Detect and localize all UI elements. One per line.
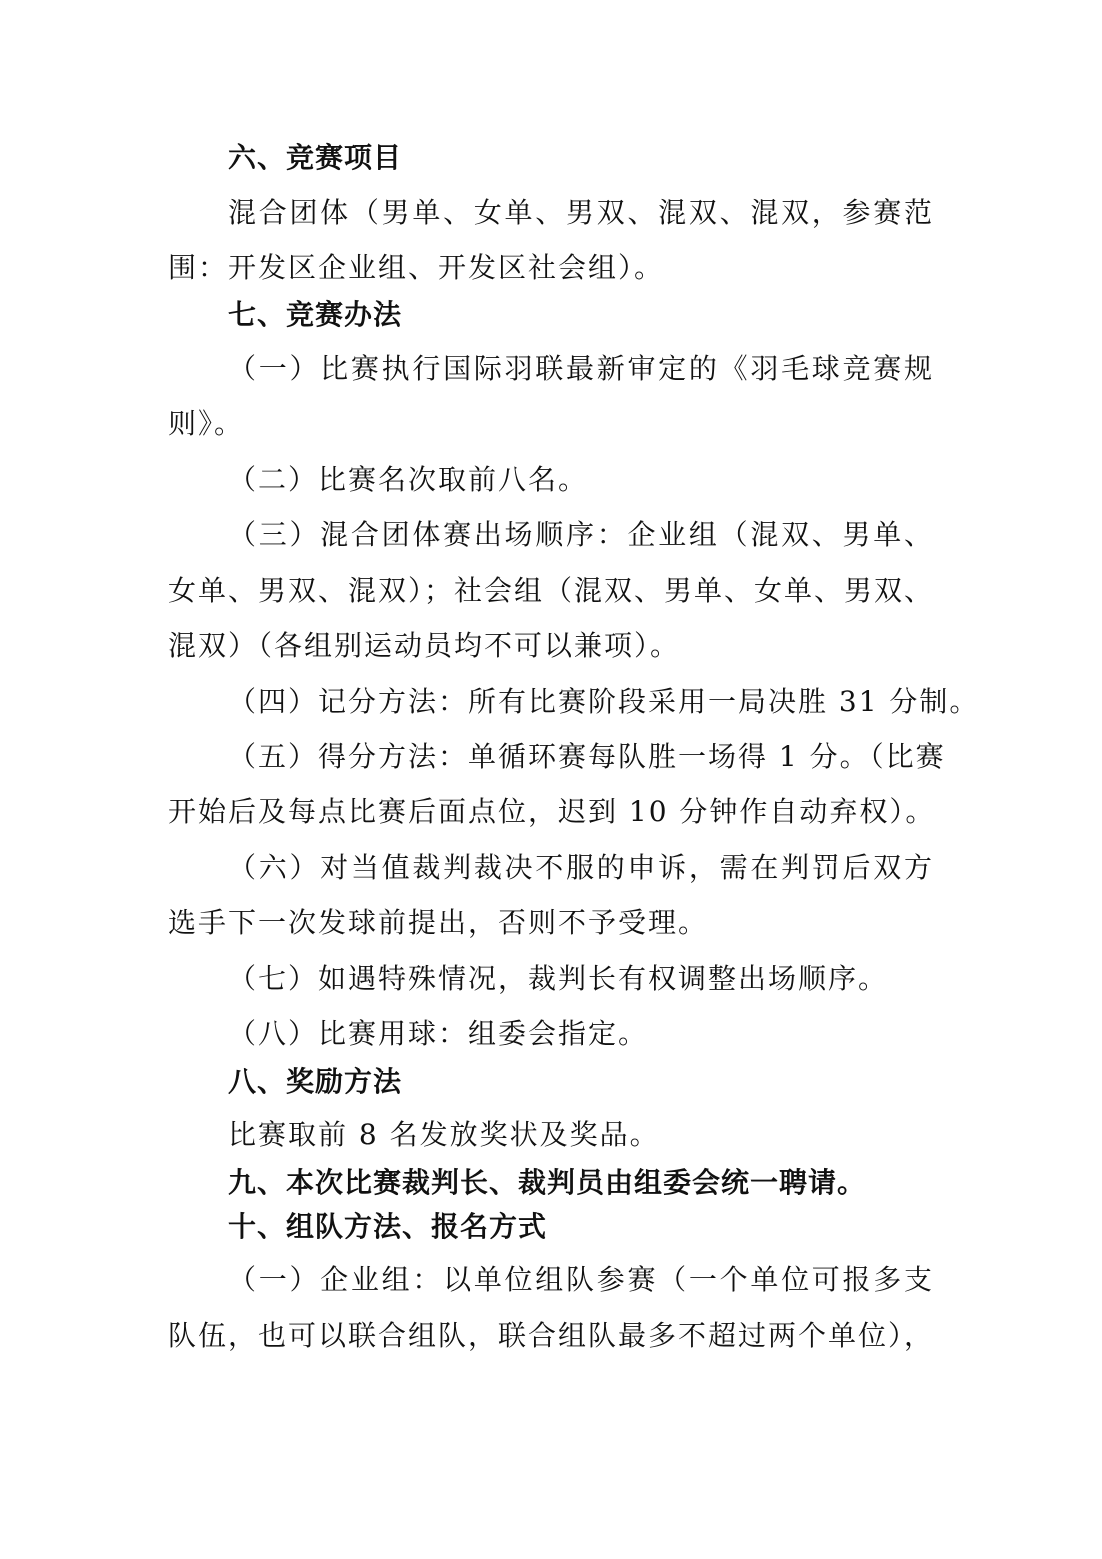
paragraph-line: 开始后及每点比赛后面点位，迟到 10 分钟作自动弃权）。 xyxy=(168,795,936,828)
paragraph-line: 混合团体（男单、女单、男双、混双、混双，参赛范 xyxy=(228,196,934,229)
paragraph-line: 队伍，也可以联合组队，联合组队最多不超过两个单位）， xyxy=(168,1319,935,1352)
paragraph-line: （六）对当值裁判裁决不服的申诉，需在判罚后双方 xyxy=(228,851,934,884)
paragraph-line: （一）比赛执行国际羽联最新审定的《羽毛球竞赛规 xyxy=(228,352,934,385)
section-heading-referees: 九、本次比赛裁判长、裁判员由组委会统一聘请。 xyxy=(228,1166,867,1199)
paragraph-line: （八）比赛用球：组委会指定。 xyxy=(228,1017,649,1050)
paragraph-line: （七）如遇特殊情况，裁判长有权调整出场顺序。 xyxy=(228,962,889,995)
section-heading-competition-events: 六、竞赛项目 xyxy=(228,141,403,174)
section-heading-awards: 八、奖励方法 xyxy=(228,1065,403,1098)
paragraph-line: （一）企业组：以单位组队参赛（一个单位可报多支 xyxy=(228,1263,934,1296)
paragraph-line: （四）记分方法：所有比赛阶段采用一局决胜 31 分制。 xyxy=(228,685,980,718)
paragraph-line: 选手下一次发球前提出，否则不予受理。 xyxy=(168,906,709,939)
section-heading-competition-rules: 七、竞赛办法 xyxy=(228,298,403,331)
paragraph-line: （二）比赛名次取前八名。 xyxy=(228,463,589,496)
paragraph-line: 比赛取前 8 名发放奖状及奖品。 xyxy=(228,1118,660,1151)
paragraph-line: （三）混合团体赛出场顺序：企业组（混双、男单、 xyxy=(228,518,934,551)
section-heading-team-registration: 十、组队方法、报名方式 xyxy=(228,1210,548,1243)
paragraph-line: 女单、男双、混双）；社会组（混双、男单、女单、男双、 xyxy=(168,574,935,607)
paragraph-line: 围：开发区企业组、开发区社会组）。 xyxy=(168,251,665,284)
paragraph-line: （五）得分方法：单循环赛每队胜一场得 1 分。（比赛 xyxy=(228,740,946,773)
paragraph-line: 混双）（各组别运动员均不可以兼项）。 xyxy=(168,629,681,662)
paragraph-line: 则》。 xyxy=(168,407,245,440)
